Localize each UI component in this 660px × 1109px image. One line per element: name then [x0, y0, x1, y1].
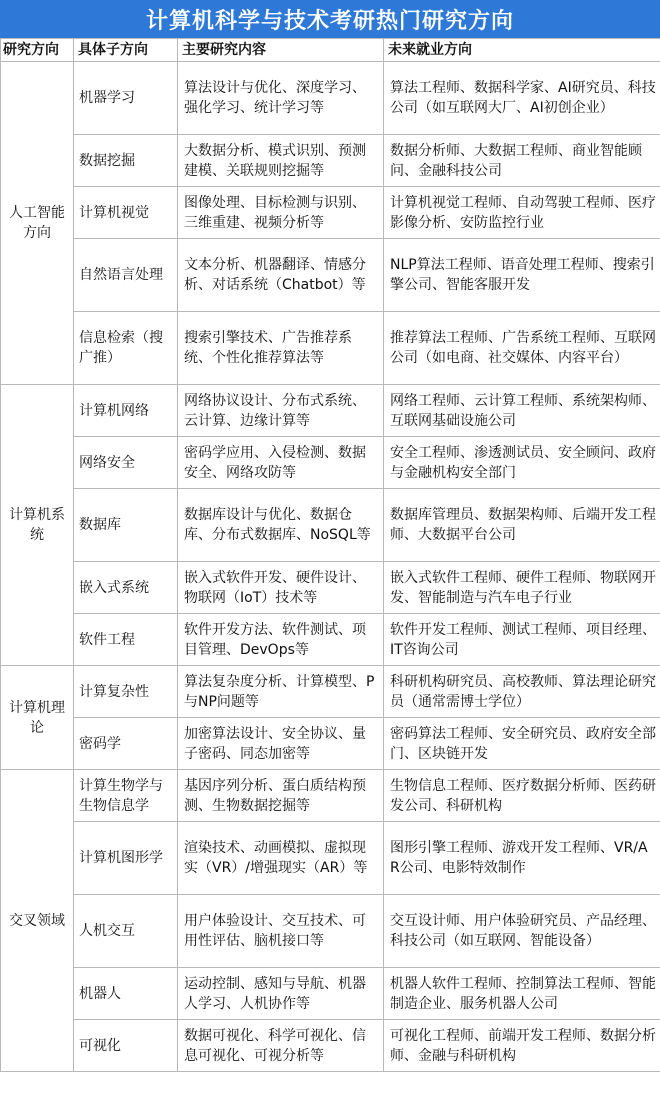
research-content-cell: 算法复杂度分析、计算模型、P与NP问题等	[178, 666, 384, 718]
research-content-cell: 大数据分析、模式识别、预测建模、关联规则挖掘等	[178, 135, 384, 187]
research-content-cell: 数据库设计与优化、数据仓库、分布式数据库、NoSQL等	[178, 489, 384, 562]
research-content-cell: 基因序列分析、蛋白质结构预测、生物数据挖掘等	[178, 770, 384, 822]
career-direction-cell: 机器人软件工程师、控制算法工程师、智能制造企业、服务机器人公司	[384, 968, 660, 1020]
career-direction-cell: 图形引擎工程师、游戏开发工程师、VR/AR公司、电影特效制作	[384, 822, 660, 895]
header-research-content: 主要研究内容	[178, 39, 384, 62]
sub-direction-cell: 计算复杂性	[74, 666, 178, 718]
table-row	[1, 135, 660, 187]
research-content-cell: 运动控制、感知与导航、机器人学习、人机协作等	[178, 968, 384, 1020]
research-content-cell: 搜索引擎技术、广告推荐系统、个性化推荐算法等	[178, 312, 384, 385]
career-direction-cell: 数据库管理员、数据架构师、后端开发工程师、大数据平台公司	[384, 489, 660, 562]
career-direction-cell: 网络工程师、云计算工程师、系统架构师、互联网基础设施公司	[384, 385, 660, 437]
sub-direction-cell: 人机交互	[74, 895, 178, 968]
research-content-cell: 算法设计与优化、深度学习、强化学习、统计学习等	[178, 62, 384, 135]
career-direction-cell: 推荐算法工程师、广告系统工程师、互联网公司（如电商、社交媒体、内容平台）	[384, 312, 660, 385]
research-content-cell: 数据可视化、科学可视化、信息可视化、可视分析等	[178, 1020, 384, 1072]
sub-direction-cell: 计算机网络	[74, 385, 178, 437]
research-content-cell: 加密算法设计、安全协议、量子密码、同态加密等	[178, 718, 384, 770]
research-direction-table	[0, 38, 660, 1072]
table-row	[1, 239, 660, 312]
table-body	[1, 62, 660, 1072]
career-direction-cell: 交互设计师、用户体验研究员、产品经理、科技公司（如互联网、智能设备）	[384, 895, 660, 968]
table-row	[1, 718, 660, 770]
sub-direction-cell: 可视化	[74, 1020, 178, 1072]
sub-direction-cell: 软件工程	[74, 614, 178, 666]
sub-direction-cell: 计算生物学与生物信息学	[74, 770, 178, 822]
table-row	[1, 489, 660, 562]
sub-direction-cell: 计算机图形学	[74, 822, 178, 895]
research-content-cell: 渲染技术、动画模拟、虚拟现实（VR）/增强现实（AR）等	[178, 822, 384, 895]
sub-direction-cell: 嵌入式系统	[74, 562, 178, 614]
career-direction-cell: 软件开发工程师、测试工程师、项目经理、IT咨询公司	[384, 614, 660, 666]
table-row	[1, 614, 660, 666]
table-row	[1, 822, 660, 895]
header-research-direction: 研究方向	[1, 39, 74, 62]
table-row	[1, 562, 660, 614]
table-header-row	[1, 39, 660, 62]
table-row	[1, 895, 660, 968]
table-row	[1, 968, 660, 1020]
header-career-direction: 未来就业方向	[384, 39, 660, 62]
sub-direction-cell: 网络安全	[74, 437, 178, 489]
table-row	[1, 312, 660, 385]
sub-direction-cell: 信息检索（搜广推）	[74, 312, 178, 385]
sub-direction-cell: 机器学习	[74, 62, 178, 135]
header-sub-direction: 具体子方向	[74, 39, 178, 62]
research-content-cell: 密码学应用、入侵检测、数据安全、网络攻防等	[178, 437, 384, 489]
sub-direction-cell: 数据挖掘	[74, 135, 178, 187]
career-direction-cell: 数据分析师、大数据工程师、商业智能顾问、金融科技公司	[384, 135, 660, 187]
sub-direction-cell: 密码学	[74, 718, 178, 770]
table-row	[1, 62, 660, 135]
career-direction-cell: 算法工程师、数据科学家、AI研究员、科技公司（如互联网大厂、AI初创企业）	[384, 62, 660, 135]
table-row	[1, 770, 660, 822]
research-content-cell: 网络协议设计、分布式系统、云计算、边缘计算等	[178, 385, 384, 437]
table-row	[1, 1020, 660, 1072]
sub-direction-cell: 数据库	[74, 489, 178, 562]
sub-direction-cell: 机器人	[74, 968, 178, 1020]
table-row	[1, 187, 660, 239]
career-direction-cell: 密码算法工程师、安全研究员、政府安全部门、区块链开发	[384, 718, 660, 770]
career-direction-cell: 可视化工程师、前端开发工程师、数据分析师、金融与科研机构	[384, 1020, 660, 1072]
sub-direction-cell: 自然语言处理	[74, 239, 178, 312]
category-cell: 计算机系统	[1, 385, 74, 666]
career-direction-cell: 生物信息工程师、医疗数据分析师、医药研发公司、科研机构	[384, 770, 660, 822]
career-direction-cell: NLP算法工程师、语音处理工程师、搜索引擎公司、智能客服开发	[384, 239, 660, 312]
research-content-cell: 软件开发方法、软件测试、项目管理、DevOps等	[178, 614, 384, 666]
career-direction-cell: 计算机视觉工程师、自动驾驶工程师、医疗影像分析、安防监控行业	[384, 187, 660, 239]
career-direction-cell: 安全工程师、渗透测试员、安全顾问、政府与金融机构安全部门	[384, 437, 660, 489]
research-content-cell: 图像处理、目标检测与识别、三维重建、视频分析等	[178, 187, 384, 239]
research-content-cell: 文本分析、机器翻译、情感分析、对话系统（Chatbot）等	[178, 239, 384, 312]
category-cell: 交叉领域	[1, 770, 74, 1072]
sub-direction-cell: 计算机视觉	[74, 187, 178, 239]
page-title: 计算机科学与技术考研热门研究方向	[0, 0, 660, 38]
table-row	[1, 385, 660, 437]
research-content-cell: 嵌入式软件开发、硬件设计、物联网（IoT）技术等	[178, 562, 384, 614]
career-direction-cell: 科研机构研究员、高校教师、算法理论研究员（通常需博士学位）	[384, 666, 660, 718]
career-direction-cell: 嵌入式软件工程师、硬件工程师、物联网开发、智能制造与汽车电子行业	[384, 562, 660, 614]
category-cell: 人工智能方向	[1, 62, 74, 385]
research-content-cell: 用户体验设计、交互技术、可用性评估、脑机接口等	[178, 895, 384, 968]
table-row	[1, 666, 660, 718]
category-cell: 计算机理论	[1, 666, 74, 770]
table-row	[1, 437, 660, 489]
